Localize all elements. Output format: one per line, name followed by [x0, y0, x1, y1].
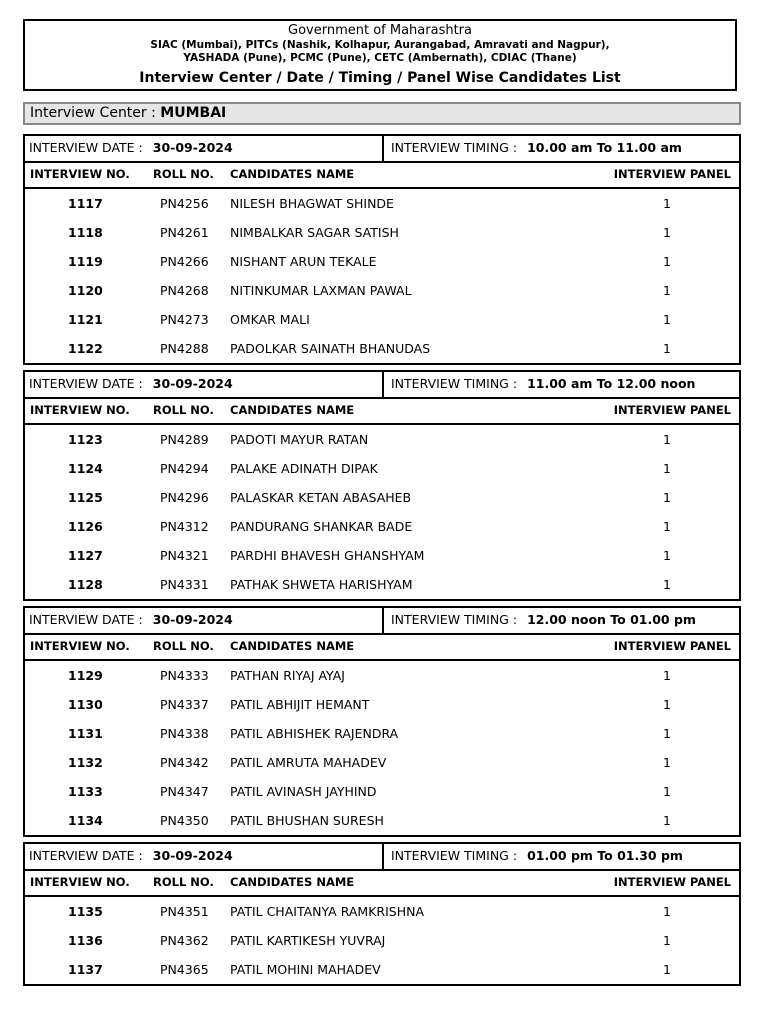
interview-panel: 1	[663, 432, 671, 447]
date-cell	[25, 608, 384, 633]
table-row	[25, 425, 739, 454]
interview-no: 1136	[68, 933, 103, 948]
table-row	[25, 305, 739, 334]
roll-no: PN4365	[160, 962, 209, 977]
col-interview-panel: INTERVIEW PANEL	[613, 875, 731, 889]
interview-panel: 1	[663, 254, 671, 269]
col-interview-panel: INTERVIEW PANEL	[613, 167, 731, 181]
candidate-rows	[25, 661, 739, 835]
candidate-name: NILESH BHAGWAT SHINDE	[230, 196, 394, 211]
table-row	[25, 454, 739, 483]
candidate-rows	[25, 897, 739, 984]
col-interview-no: INTERVIEW NO.	[30, 639, 130, 653]
candidate-name: PATIL CHAITANYA RAMKRISHNA	[230, 904, 425, 919]
interview-panel: 1	[663, 548, 671, 563]
interview-panel: 1	[663, 784, 671, 799]
date-label: INTERVIEW DATE :	[29, 848, 143, 863]
table-row	[25, 218, 739, 247]
date-label: INTERVIEW DATE :	[29, 376, 143, 391]
candidate-rows	[25, 425, 739, 599]
candidate-name: NISHANT ARUN TEKALE	[230, 254, 377, 269]
timing-cell	[384, 844, 739, 869]
col-interview-no: INTERVIEW NO.	[30, 875, 130, 889]
table-row	[25, 483, 739, 512]
column-header	[25, 163, 739, 189]
block-meta	[25, 844, 739, 871]
table-row	[25, 247, 739, 276]
interview-no: 1119	[68, 254, 103, 269]
roll-no: PN4338	[160, 726, 209, 741]
roll-no: PN4337	[160, 697, 209, 712]
table-row	[25, 806, 739, 835]
interview-panel: 1	[663, 312, 671, 327]
timing-label: INTERVIEW TIMING :	[391, 848, 518, 863]
date-value: 30-09-2024	[152, 612, 233, 627]
timing-cell	[384, 608, 739, 633]
candidate-name: PATIL ABHIJIT HEMANT	[230, 697, 370, 712]
table-row	[25, 955, 739, 984]
roll-no: PN4362	[160, 933, 209, 948]
timing-label: INTERVIEW TIMING :	[391, 612, 518, 627]
interview-panel: 1	[663, 461, 671, 476]
interview-no: 1133	[68, 784, 103, 799]
roll-no: PN4261	[160, 225, 209, 240]
candidate-name: PALAKE ADINATH DIPAK	[230, 461, 378, 476]
interview-no: 1134	[68, 813, 103, 828]
interview-panel: 1	[663, 225, 671, 240]
interview-no: 1120	[68, 283, 103, 298]
col-candidate-name: CANDIDATES NAME	[230, 167, 355, 181]
table-row	[25, 512, 739, 541]
roll-no: PN4351	[160, 904, 209, 919]
table-row	[25, 541, 739, 570]
block-meta	[25, 608, 739, 635]
candidate-name: PARDHI BHAVESH GHANSHYAM	[230, 548, 425, 563]
block-meta	[25, 136, 739, 163]
table-row	[25, 189, 739, 218]
candidate-name: NIMBALKAR SAGAR SATISH	[230, 225, 399, 240]
candidate-name: PATIL AVINASH JAYHIND	[230, 784, 377, 799]
candidate-name: PATIL MOHINI MAHADEV	[230, 962, 381, 977]
interview-no: 1121	[68, 312, 103, 327]
candidate-rows	[25, 189, 739, 363]
interview-center-label: Interview Center :	[30, 105, 156, 121]
interview-panel: 1	[663, 519, 671, 534]
candidate-name: PATIL KARTIKESH YUVRAJ	[230, 933, 386, 948]
interview-no: 1122	[68, 341, 103, 356]
roll-no: PN4296	[160, 490, 209, 505]
interview-no: 1123	[68, 432, 103, 447]
roll-no: PN4321	[160, 548, 209, 563]
candidate-name: PATIL AMRUTA MAHADEV	[230, 755, 387, 770]
roll-no: PN4347	[160, 784, 209, 799]
candidate-name: OMKAR MALI	[230, 312, 310, 327]
timing-value: 12.00 noon To 01.00 pm	[527, 612, 696, 627]
roll-no: PN4256	[160, 196, 209, 211]
date-value: 30-09-2024	[152, 376, 233, 391]
interview-panel: 1	[663, 577, 671, 592]
schedule-block	[23, 842, 741, 986]
table-row	[25, 661, 739, 690]
col-roll-no: ROLL NO.	[153, 403, 214, 417]
col-candidate-name: CANDIDATES NAME	[230, 875, 355, 889]
table-row	[25, 719, 739, 748]
interview-panel: 1	[663, 490, 671, 505]
government-name: Government of Maharashtra	[288, 23, 472, 38]
col-roll-no: ROLL NO.	[153, 167, 214, 181]
table-row	[25, 570, 739, 599]
candidate-name: PATHAN RIYAJ AYAJ	[230, 668, 345, 683]
column-header	[25, 871, 739, 897]
interview-panel: 1	[663, 668, 671, 683]
table-row	[25, 334, 739, 363]
interview-panel: 1	[663, 962, 671, 977]
interview-no: 1128	[68, 577, 103, 592]
candidate-name: PADOTI MAYUR RATAN	[230, 432, 369, 447]
timing-cell	[384, 136, 739, 161]
interview-panel: 1	[663, 196, 671, 211]
roll-no: PN4294	[160, 461, 209, 476]
roll-no: PN4289	[160, 432, 209, 447]
table-row	[25, 748, 739, 777]
schedule-block	[23, 606, 741, 837]
column-header	[25, 635, 739, 661]
institutes-line-2: YASHADA (Pune), PCMC (Pune), CETC (Ambernath), CDIAC (Thane)	[183, 52, 577, 64]
candidate-name: PALASKAR KETAN ABASAHEB	[230, 490, 412, 505]
roll-no: PN4266	[160, 254, 209, 269]
table-row	[25, 897, 739, 926]
block-meta	[25, 372, 739, 399]
table-row	[25, 926, 739, 955]
interview-panel: 1	[663, 726, 671, 741]
candidate-name: PATIL BHUSHAN SURESH	[230, 813, 384, 828]
interview-no: 1137	[68, 962, 103, 977]
interview-no: 1118	[68, 225, 103, 240]
roll-no: PN4288	[160, 341, 209, 356]
date-value: 30-09-2024	[152, 140, 233, 155]
roll-no: PN4273	[160, 312, 209, 327]
col-interview-no: INTERVIEW NO.	[30, 403, 130, 417]
timing-label: INTERVIEW TIMING :	[391, 140, 518, 155]
interview-center-bar	[23, 102, 741, 125]
table-row	[25, 777, 739, 806]
institutes-line-1: SIAC (Mumbai), PITCs (Nashik, Kolhapur, Aurangabad, Amravati and Nagpur),	[150, 39, 610, 51]
date-cell	[25, 372, 384, 397]
candidate-name: PADOLKAR SAINATH BHANUDAS	[230, 341, 431, 356]
col-candidate-name: CANDIDATES NAME	[230, 403, 355, 417]
interview-no: 1126	[68, 519, 103, 534]
interview-panel: 1	[663, 933, 671, 948]
interview-no: 1125	[68, 490, 103, 505]
document-title: Interview Center / Date / Timing / Panel Wise Candidates List	[139, 70, 621, 86]
candidate-name: PANDURANG SHANKAR BADE	[230, 519, 413, 534]
col-interview-panel: INTERVIEW PANEL	[613, 403, 731, 417]
interview-no: 1135	[68, 904, 103, 919]
table-row	[25, 690, 739, 719]
col-interview-no: INTERVIEW NO.	[30, 167, 130, 181]
schedule-block	[23, 370, 741, 601]
schedule-block	[23, 134, 741, 365]
roll-no: PN4333	[160, 668, 209, 683]
timing-value: 11.00 am To 12.00 noon	[527, 376, 696, 391]
roll-no: PN4312	[160, 519, 209, 534]
date-label: INTERVIEW DATE :	[29, 140, 143, 155]
interview-no: 1130	[68, 697, 103, 712]
col-roll-no: ROLL NO.	[153, 639, 214, 653]
timing-label: INTERVIEW TIMING :	[391, 376, 518, 391]
interview-no: 1124	[68, 461, 103, 476]
interview-panel: 1	[663, 283, 671, 298]
column-header	[25, 399, 739, 425]
document-header	[23, 19, 737, 91]
date-label: INTERVIEW DATE :	[29, 612, 143, 627]
candidate-name: PATHAK SHWETA HARISHYAM	[230, 577, 413, 592]
interview-panel: 1	[663, 813, 671, 828]
date-cell	[25, 136, 384, 161]
interview-no: 1129	[68, 668, 103, 683]
table-row	[25, 276, 739, 305]
candidate-name: NITINKUMAR LAXMAN PAWAL	[230, 283, 412, 298]
interview-panel: 1	[663, 904, 671, 919]
interview-no: 1127	[68, 548, 103, 563]
date-value: 30-09-2024	[152, 848, 233, 863]
interview-no: 1132	[68, 755, 103, 770]
roll-no: PN4331	[160, 577, 209, 592]
roll-no: PN4350	[160, 813, 209, 828]
roll-no: PN4342	[160, 755, 209, 770]
interview-panel: 1	[663, 755, 671, 770]
interview-no: 1117	[68, 196, 103, 211]
col-candidate-name: CANDIDATES NAME	[230, 639, 355, 653]
interview-panel: 1	[663, 697, 671, 712]
timing-value: 10.00 am To 11.00 am	[527, 140, 682, 155]
col-roll-no: ROLL NO.	[153, 875, 214, 889]
interview-no: 1131	[68, 726, 103, 741]
timing-cell	[384, 372, 739, 397]
col-interview-panel: INTERVIEW PANEL	[613, 639, 731, 653]
roll-no: PN4268	[160, 283, 209, 298]
interview-panel: 1	[663, 341, 671, 356]
interview-center-value: MUMBAI	[160, 105, 227, 121]
date-cell	[25, 844, 384, 869]
candidate-name: PATIL ABHISHEK RAJENDRA	[230, 726, 399, 741]
timing-value: 01.00 pm To 01.30 pm	[527, 848, 683, 863]
